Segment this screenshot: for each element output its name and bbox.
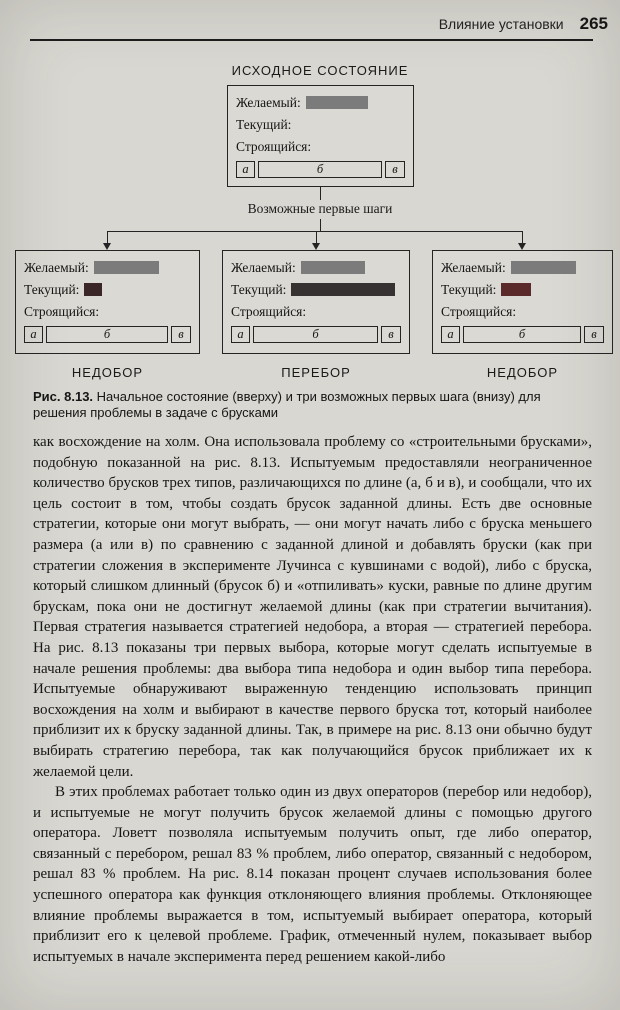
brick-cells xyxy=(236,161,405,178)
option-label-undershoot-left: НЕДОБОР xyxy=(71,365,144,380)
cell-b: б xyxy=(253,326,378,343)
cell-v: в xyxy=(381,326,401,343)
building-label: Строящийся: xyxy=(231,303,307,319)
brick-cells xyxy=(231,326,401,343)
desired-brick-bar xyxy=(94,261,159,274)
current-row xyxy=(441,281,604,298)
building-row xyxy=(231,303,401,320)
connector-stub-top xyxy=(320,187,321,200)
current-label: Текущий: xyxy=(236,116,292,132)
cell-a: а xyxy=(24,326,43,343)
option-box-left xyxy=(15,250,200,354)
building-row xyxy=(441,303,604,320)
possible-first-steps-label: Возможные первые шаги xyxy=(247,201,393,216)
current-brick-bar xyxy=(84,283,102,296)
building-label: Строящийся: xyxy=(236,138,312,154)
building-row xyxy=(24,303,191,320)
building-row xyxy=(236,138,405,155)
arrow-down-icon xyxy=(518,243,526,250)
current-row xyxy=(231,281,401,298)
building-label: Строящийся: xyxy=(441,303,517,319)
desired-label: Желаемый: xyxy=(441,259,506,275)
page-number: 265 xyxy=(579,14,608,33)
current-label: Текущий: xyxy=(441,281,497,297)
option-box-right xyxy=(432,250,613,354)
current-row xyxy=(236,116,405,133)
desired-brick-bar xyxy=(511,261,576,274)
cell-b: б xyxy=(258,161,382,178)
brick-cells xyxy=(24,326,191,343)
desired-row xyxy=(231,259,401,276)
cell-v: в xyxy=(171,326,191,343)
desired-brick-bar xyxy=(301,261,365,274)
option-label-overshoot: ПЕРЕБОР xyxy=(281,365,351,380)
desired-label: Желаемый: xyxy=(24,259,89,275)
cell-a: а xyxy=(441,326,460,343)
desired-row xyxy=(24,259,191,276)
current-brick-bar xyxy=(501,283,531,296)
desired-row xyxy=(441,259,604,276)
current-label: Текущий: xyxy=(231,281,287,297)
header-rule xyxy=(30,39,593,41)
current-row xyxy=(24,281,191,298)
cell-a: а xyxy=(236,161,255,178)
cell-b: б xyxy=(46,326,168,343)
running-head xyxy=(33,14,608,34)
arrow-down-icon xyxy=(103,243,111,250)
initial-state-title: ИСХОДНОЕ СОСТОЯНИЕ xyxy=(231,63,409,78)
cell-v: в xyxy=(385,161,405,178)
building-label: Строящийся: xyxy=(24,303,100,319)
figure-caption-label: Рис. 8.13. xyxy=(33,389,94,404)
brick-cells xyxy=(441,326,604,343)
initial-state-box xyxy=(227,85,414,187)
option-label-undershoot-right: НЕДОБОР xyxy=(486,365,559,380)
running-head-title: Влияние установки xyxy=(438,16,564,32)
cell-a: а xyxy=(231,326,250,343)
option-box-middle xyxy=(222,250,410,354)
figure-8-13 xyxy=(0,58,620,388)
arrow-down-icon xyxy=(312,243,320,250)
cell-b: б xyxy=(463,326,581,343)
connector-horizontal-line xyxy=(107,231,523,232)
current-brick-bar xyxy=(291,283,395,296)
figure-caption-text: Начальное состояние (вверху) и три возможных первых шага (внизу) для решения проблемы в задаче с брусками xyxy=(33,389,541,420)
body-text xyxy=(33,432,592,967)
desired-label: Желаемый: xyxy=(231,259,296,275)
body-paragraph-2: В этих проблемах работает только один из двух операторов (перебор или недобор), и испытуемые не могут получить брусок желаемой длины с помощью другого оператора. Ловетт позволяла испытуемым получить опыт, где либо оператор, связанный с перебором, решал 83 % проблем, либо оператор, связанный с недобором, решал 83 % проблем. На рис. 8.14 показан процент случаев использования более успешного оператора как функция отклоняющего влияния проблемы. Отклоняющее влияние проблемы выражается в том, испытуемый выбирает оператора, который приблизит его к целевой проблеме. График, отмеченный нулем, показывает выбор испытуемых в начале эксперимента перед решением какой-либо xyxy=(33,784,592,965)
connector-stub-mid xyxy=(320,219,321,231)
cell-v: в xyxy=(584,326,604,343)
desired-brick-bar xyxy=(306,96,368,109)
desired-row xyxy=(236,94,405,111)
body-paragraph-1: как восхождение на холм. Она использовала проблему со «строительными брусками», подобную показанной на рис. 8.13. Испытуемым предоставляли неограниченное количество брусков трех типов, различающихся по длине (а, б и в), и сообщали, что их цель состоит в том, чтобы создать брусок заданной длины. Есть две основные стратегии, которые они могут выбрать, — они могут начать либо с бруска меньшего размера (а или в) по сравнению с заданной длиной и добавлять бруски (как при стратегии сложения в эксперименте Лучинса с кувшинами с водой), либо с бруска, который слишком длинный (брусок б) и «отпиливать» куски, равные по длине другим брускам, пока они не достигнут желаемой длины (как при стратегии вычитания). Первая стратегия называется стратегией недобора, а вторая — стратегией перебора. На рис. 8.13 показаны три первых выбора, которые могут сделать испытуемые в начале решения проблемы: два выбора типа недобора и один выбор типа перебора. Испытуемые обнаруживают выраженную тенденцию использовать принцип восхождения на холм и выбирают в качестве первого бруска тот, который наиболее приблизит их к бруску заданной длины. Так, в примере на рис. 8.13 они обычно будут выбирать стратегию перебора, так как получающийся брусок приближает их к желаемой цели. xyxy=(33,434,592,780)
desired-label: Желаемый: xyxy=(236,94,301,110)
current-label: Текущий: xyxy=(24,281,80,297)
figure-caption xyxy=(33,389,593,421)
